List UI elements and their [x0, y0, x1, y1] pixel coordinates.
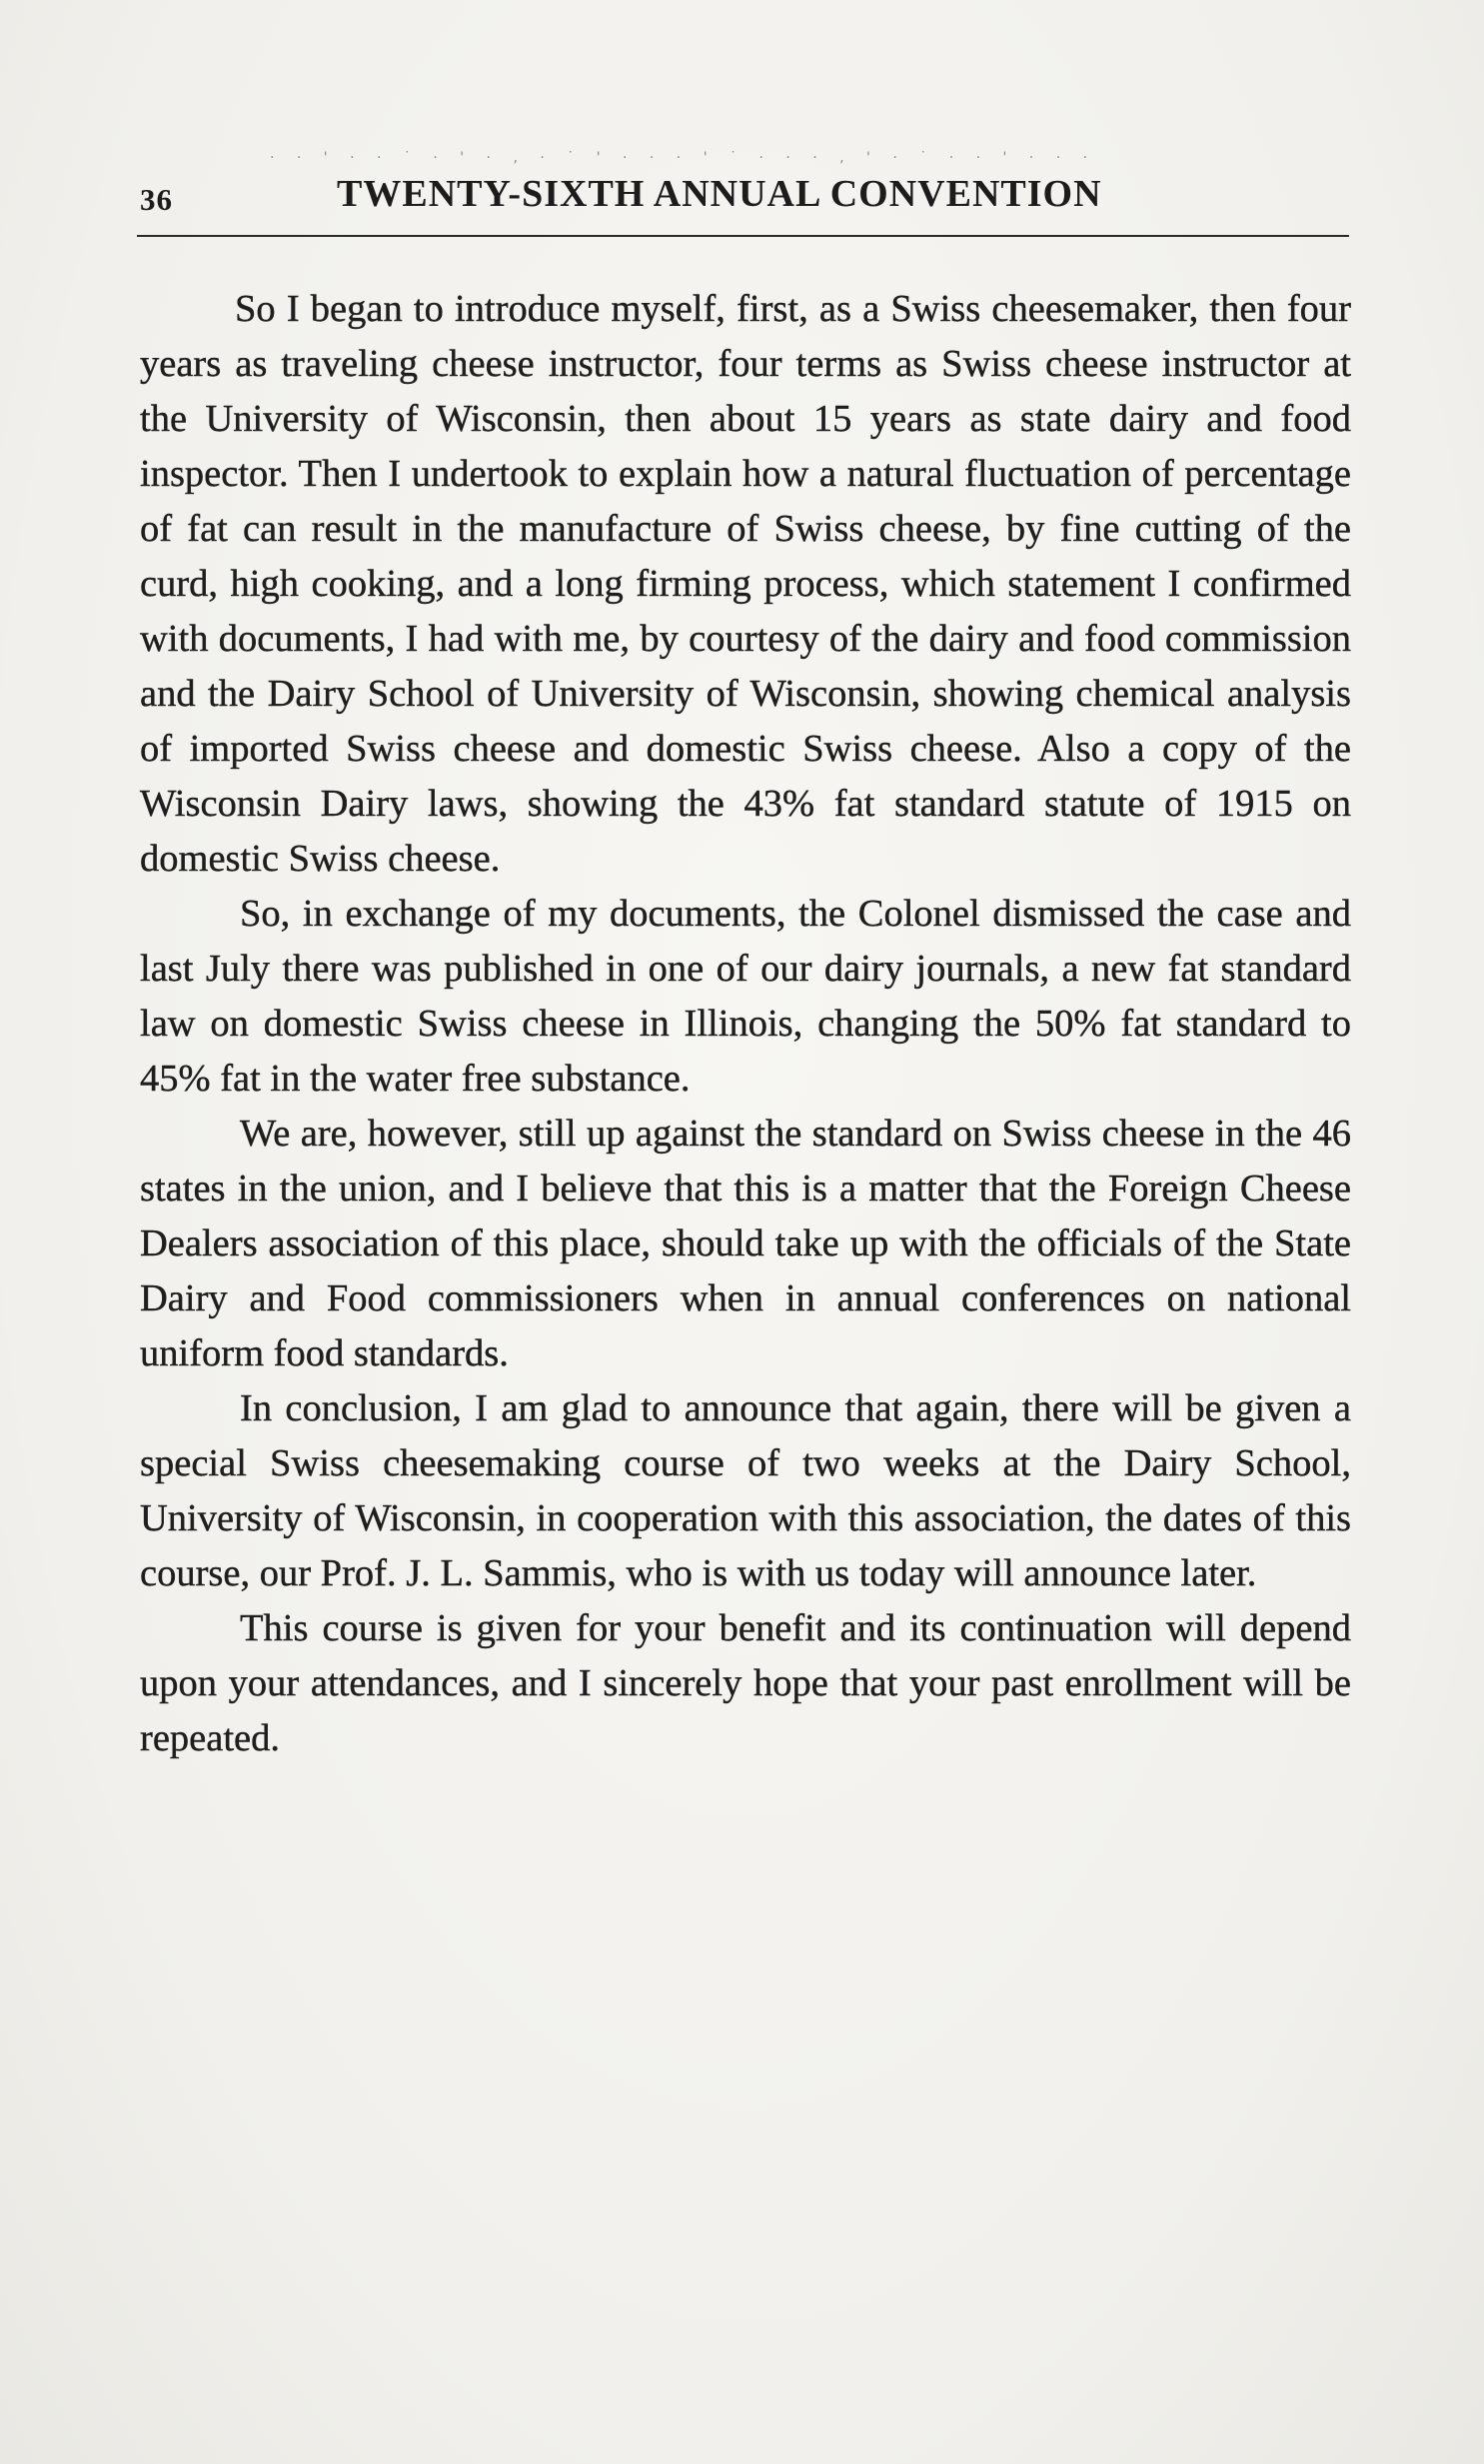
page-header	[140, 172, 1349, 236]
paragraph: So, in exchange of my documents, the Colonel dismissed the case and last July there was published in one of our dairy journals, a new fat standard law on domestic Swiss cheese in Illinois, changing the 50% fat standard to 45% fat in the water free substance.	[140, 893, 1351, 1100]
header-rule	[137, 235, 1349, 237]
paragraph: So I began to introduce myself, first, as a Swiss cheesemaker, then four years as traveling cheese instructor, four terms as Swiss cheese instructor at the University of Wisconsin, then about 15 years as state dairy and food inspector. Then I undertook to explain how a natural fluctuation of percentage of fat can result in the manufacture of Swiss cheese, by fine cutting of the curd, high cooking, and a long firming process, which statement I confirmed with documents, I had with me, by courtesy of the dairy and food commission and the Dairy School of University of Wisconsin, showing chemical analysis of imported Swiss cheese and domestic Swiss cheese. Also a copy of the Wisconsin Dairy laws, showing the 43% fat standard statute of 1915 on domestic Swiss cheese.	[140, 288, 1351, 880]
page-number: 36	[140, 182, 173, 217]
paragraph: We are, however, still up against the standard on Swiss cheese in the 46 states in the union, and I believe that this is a matter that the Foreign Cheese Dealers association of this place, should take up with the officials of the State Dairy and Food commissioners when in annual conferences on national uniform food standards.	[140, 1113, 1351, 1374]
body-text	[140, 282, 1351, 1766]
paragraph: In conclusion, I am glad to announce that again, there will be given a special Swiss cheesemaking course of two weeks at the Dairy School, University of Wisconsin, in cooperation with this association, the dates of this course, our Prof. J. L. Sammis, who is with us today will announce later.	[140, 1387, 1351, 1594]
paragraph: This course is given for your benefit and its continuation will depend upon your attendances, and I sincerely hope that your past enrollment will be repeated.	[140, 1607, 1351, 1759]
running-head-title: TWENTY-SIXTH ANNUAL CONVENTION	[337, 173, 1102, 215]
print-speckle: · · ' · · ˙ · ' · , · ˙ ' · · · ' ˙ · · · , ' · ˙ · · ' · · ·	[270, 150, 1097, 166]
